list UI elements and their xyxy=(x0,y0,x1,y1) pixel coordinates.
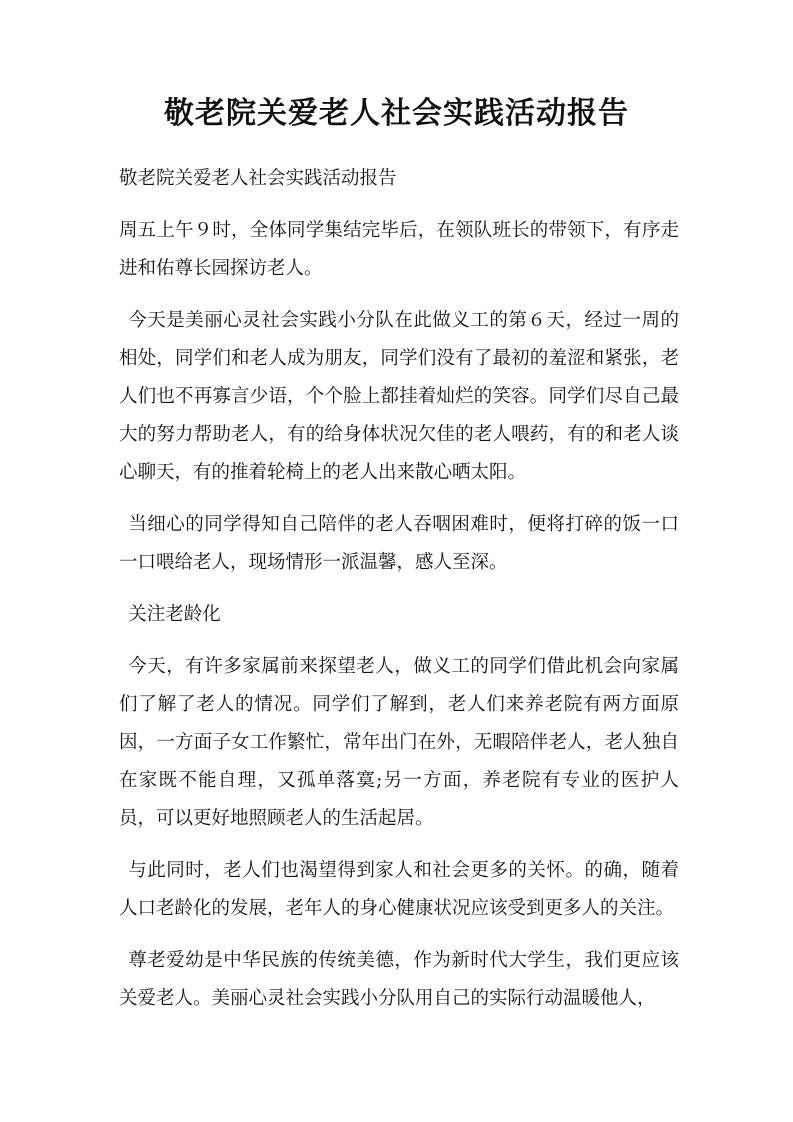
section-heading: 关注老龄化 xyxy=(128,604,221,625)
body-paragraph: 当细心的同学得知自己陪伴的老人吞咽困难时，便将打碎的饭一口一口喂给老人，现场情形一派温馨，感人至深。 xyxy=(119,514,679,573)
document-body xyxy=(119,160,679,1032)
body-paragraph: 今天是美丽心灵社会实践小分队在此做义工的第６天，经过一周的相处，同学们和老人成为朋友，同学们没有了最初的羞涩和紧张，老人们也不再寡言少语，个个脸上都挂着灿烂的笑容。同学们尽自己最大的努力帮助老人，有的给身体状况欠佳的老人喂药，有的和老人谈心聊天，有的推着轮椅上的老人出来散心晒太阳。 xyxy=(119,310,679,483)
body-paragraph: 周五上午９时，全体同学集结完毕后，在领队班长的带领下，有序走进和佑尊长园探访老人。 xyxy=(119,220,679,279)
page-title: 敬老院关爱老人社会实践活动报告 xyxy=(164,96,629,131)
body-paragraph: 尊老爱幼是中华民族的传统美德，作为新时代大学生，我们更应该关爱老人。美丽心灵社会实践小分队用自己的实际行动温暖他人， xyxy=(119,950,679,1009)
body-paragraph: 与此同时，老人们也渴望得到家人和社会更多的关怀。的确，随着人口老龄化的发展，老年人的身心健康状况应该受到更多人的关注。 xyxy=(119,860,679,919)
subtitle-paragraph: 敬老院关爱老人社会实践活动报告 xyxy=(119,168,397,189)
body-paragraph: 今天，有许多家属前来探望老人，做义工的同学们借此机会向家属们了解了老人的情况。同学们了解到，老人们来养老院有两方面原因，一方面子女工作繁忙，常年出门在外，无暇陪伴老人，老人独自在家既不能自理，又孤单落寞;另一方面，养老院有专业的医护人员，可以更好地照顾老人的生活起居。 xyxy=(119,656,679,829)
